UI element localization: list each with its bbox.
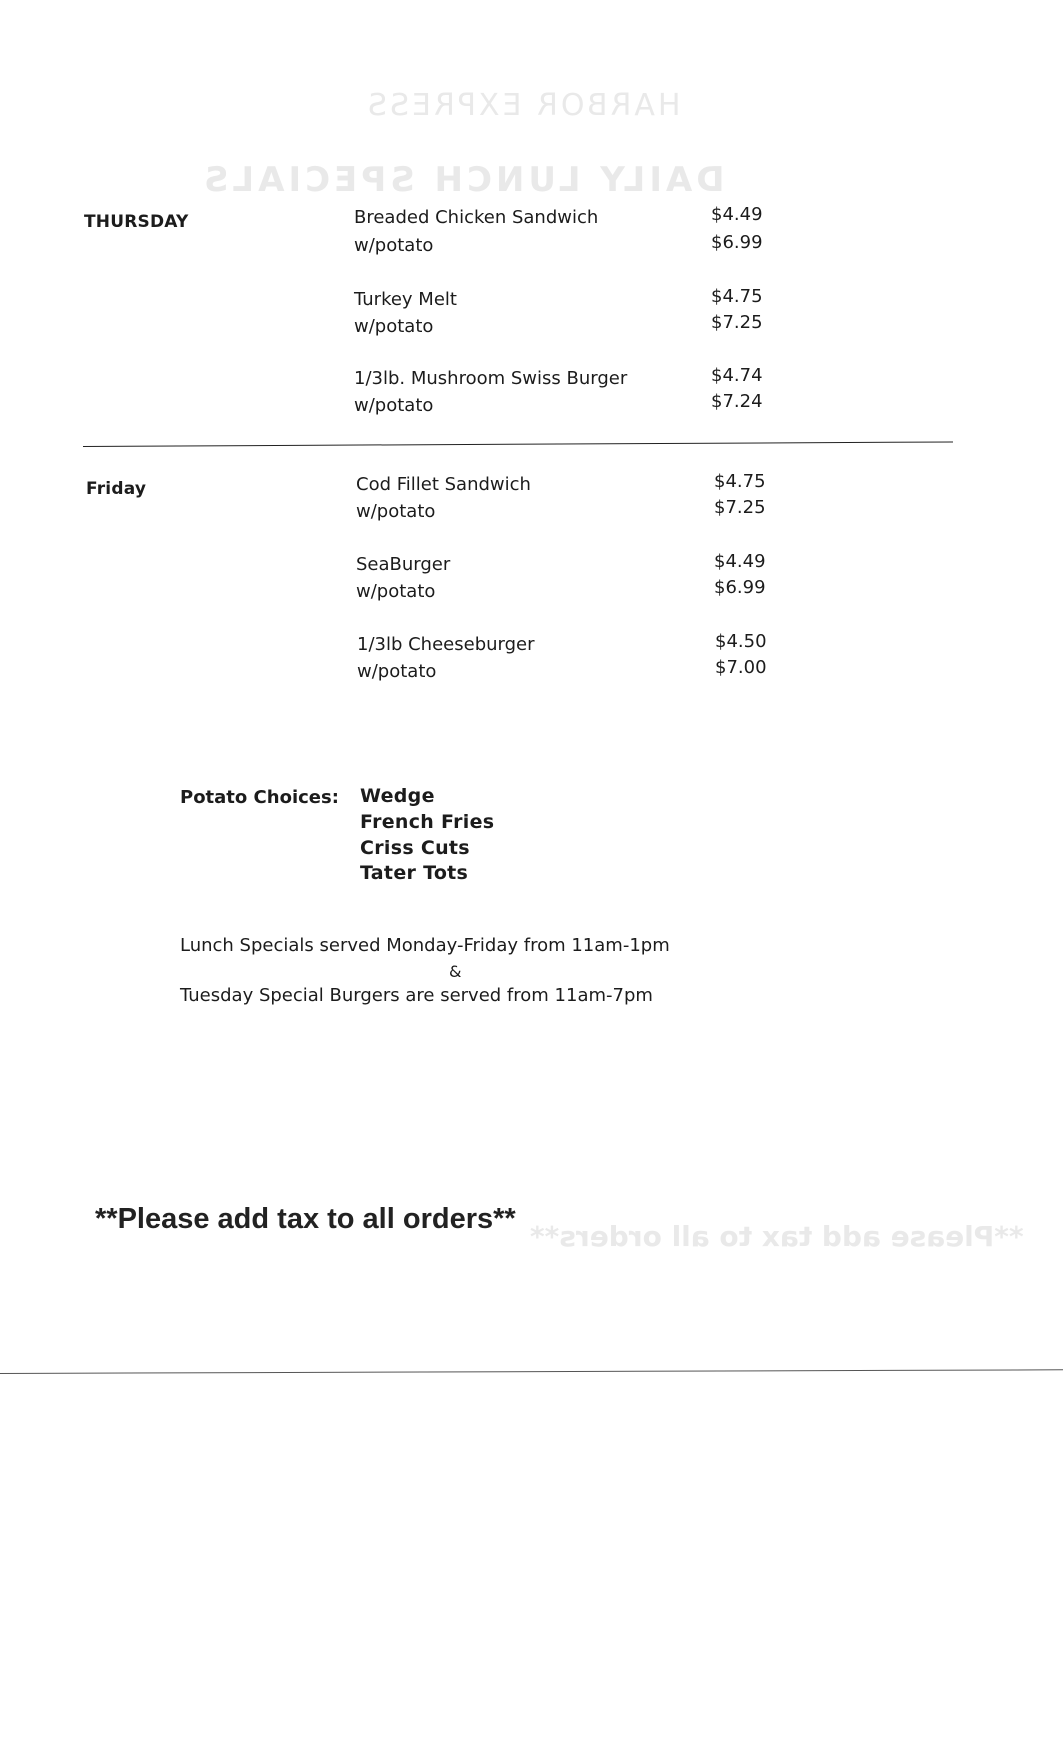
menu-item-side: w/potato — [354, 316, 434, 337]
menu-item-name: Breaded Chicken Sandwich — [354, 207, 599, 228]
menu-item-side-price: $6.99 — [711, 232, 763, 253]
tax-notice: **Please add tax to all orders** — [95, 1203, 516, 1235]
menu-item-side: w/potato — [354, 395, 434, 416]
menu-item-price: $4.49 — [711, 204, 763, 225]
note-ampersand: & — [449, 962, 462, 981]
potato-choices-label: Potato Choices: — [180, 787, 339, 808]
potato-choice: French Fries — [360, 811, 495, 833]
menu-item-price: $4.49 — [714, 551, 766, 572]
bleed-through-header: HARBOR EXPRESS — [365, 88, 681, 123]
menu-item-price: $4.50 — [715, 631, 767, 652]
lunch-hours-note: Lunch Specials served Monday-Friday from 11am-1pm — [180, 935, 670, 956]
potato-choice: Wedge — [360, 785, 435, 807]
section-divider — [83, 441, 953, 447]
day-label-friday: Friday — [86, 479, 147, 499]
menu-item-side-price: $7.24 — [711, 391, 763, 412]
menu-item-name: 1/3lb. Mushroom Swiss Burger — [354, 368, 628, 389]
tuesday-burger-note: Tuesday Special Burgers are served from 11am-7pm — [180, 985, 653, 1006]
menu-item-side: w/potato — [356, 581, 436, 602]
menu-item-price: $4.74 — [711, 365, 763, 386]
potato-choice: Tater Tots — [360, 862, 469, 884]
page-edge-line — [0, 1369, 1063, 1374]
menu-item-name: 1/3lb Cheeseburger — [357, 634, 535, 655]
menu-item-name: SeaBurger — [356, 554, 451, 575]
menu-item-side-price: $7.25 — [714, 497, 766, 518]
menu-item-side-price: $6.99 — [714, 577, 766, 598]
menu-item-name: Cod Fillet Sandwich — [356, 474, 531, 495]
potato-choice: Criss Cuts — [360, 837, 470, 859]
menu-item-name: Turkey Melt — [354, 289, 457, 310]
menu-item-price: $4.75 — [714, 471, 766, 492]
menu-item-side-price: $7.00 — [715, 657, 767, 678]
menu-item-price: $4.75 — [711, 286, 763, 307]
menu-item-side: w/potato — [354, 235, 434, 256]
menu-item-side: w/potato — [357, 661, 437, 682]
menu-item-side-price: $7.25 — [711, 312, 763, 333]
day-label-thursday: THURSDAY — [84, 212, 189, 232]
bleed-through-tax: **Please add tax to all orders** — [530, 1220, 1024, 1253]
menu-item-side: w/potato — [356, 501, 436, 522]
bleed-through-subheader: DAILY LUNCH SPECIALS — [200, 160, 725, 200]
